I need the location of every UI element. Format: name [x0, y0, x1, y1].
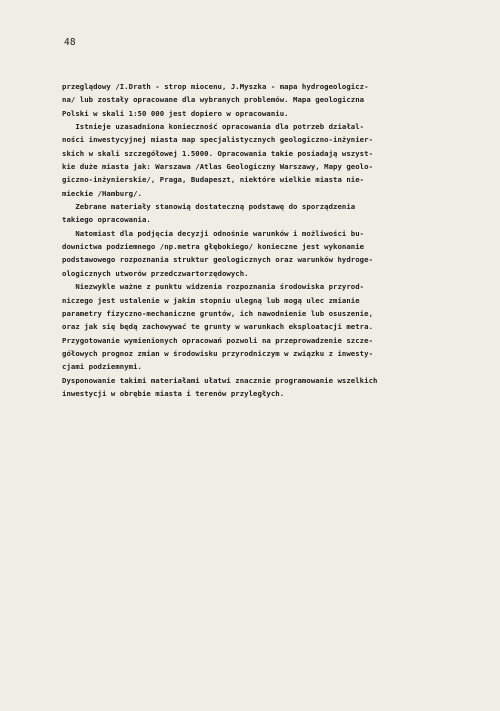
text-line: Przygotowanie wymienionych opracowań pozwoli na przeprowadzenie szcze-: [62, 335, 374, 345]
text-line: giczno-inżynierskie/, Praga, Budapeszt, niektóre wielkie miasta nie-: [62, 175, 365, 185]
text-line: cjami podziemnymi.: [62, 362, 142, 372]
text-line: oraz jak się będą zachowywać te grunty w warunkach eksploatacji metra.: [62, 322, 374, 332]
text-line: mieckie /Hamburg/.: [62, 188, 142, 198]
text-line: Natomiast dla podjęcia decyzji odnośnie warunków i możliwości bu-: [62, 228, 365, 238]
text-line: na/ lub zostały opracowane dla wybranych problemów. Mapa geologiczna: [62, 95, 365, 105]
text-line: Niezwykle ważne z punktu widzenia rozpoznania środowiska przyrod-: [62, 282, 365, 292]
text-line: skich w skali szczegółowej 1.5000. Opracowania takie posiadają wszyst-: [62, 148, 374, 158]
text-line: gółowych prognoz zmian w środowisku przyrodniczym w związku z inwesty-: [62, 348, 374, 358]
text-line: ologicznych utworów przedczwartorzędowych.: [62, 268, 249, 278]
text-line: parametry fizyczno-mechaniczne gruntów, ich nawodnienie lub osuszenie,: [62, 308, 374, 318]
text-line: ności inwestycyjnej miasta map specjalistycznych geologiczno-inżynier-: [62, 135, 374, 145]
text-line: Zebrane materiały stanowią dostateczną podstawę do sporządzenia: [62, 202, 356, 212]
text-line: kie duże miasta jak: Warszawa /Atlas Geologiczny Warszawy, Mapy geolo-: [62, 162, 374, 172]
text-line: Istnieje uzasadniona konieczność opracowania dla potrzeb działal-: [62, 122, 365, 132]
text-line: inwestycji w obrębie miasta i terenów przyległych.: [62, 388, 285, 398]
text-line: downictwa podziemnego /np.metra głębokiego/ konieczne jest wykonanie: [62, 242, 365, 252]
text-line: Dysponowanie takimi materiałami ułatwi znacznie programowanie wszelkich: [62, 375, 378, 385]
body-text: [62, 80, 462, 400]
text-line: takiego opracowania.: [62, 215, 151, 225]
page-number: 48: [64, 37, 76, 48]
text-line: Polski w skali 1:50 000 jest dopiero w opracowaniu.: [62, 108, 289, 118]
text-line: przeglądowy /I.Drath - strop miocenu, J.Myszka - mapa hydrogeologicz-: [62, 82, 369, 91]
text-line: niczego jest ustalenie w jakim stopniu ulegną lub mogą ulec zmianie: [62, 295, 360, 305]
text-line: podstawowego rozpoznania struktur geologicznych oraz warunków hydroge-: [62, 255, 374, 265]
